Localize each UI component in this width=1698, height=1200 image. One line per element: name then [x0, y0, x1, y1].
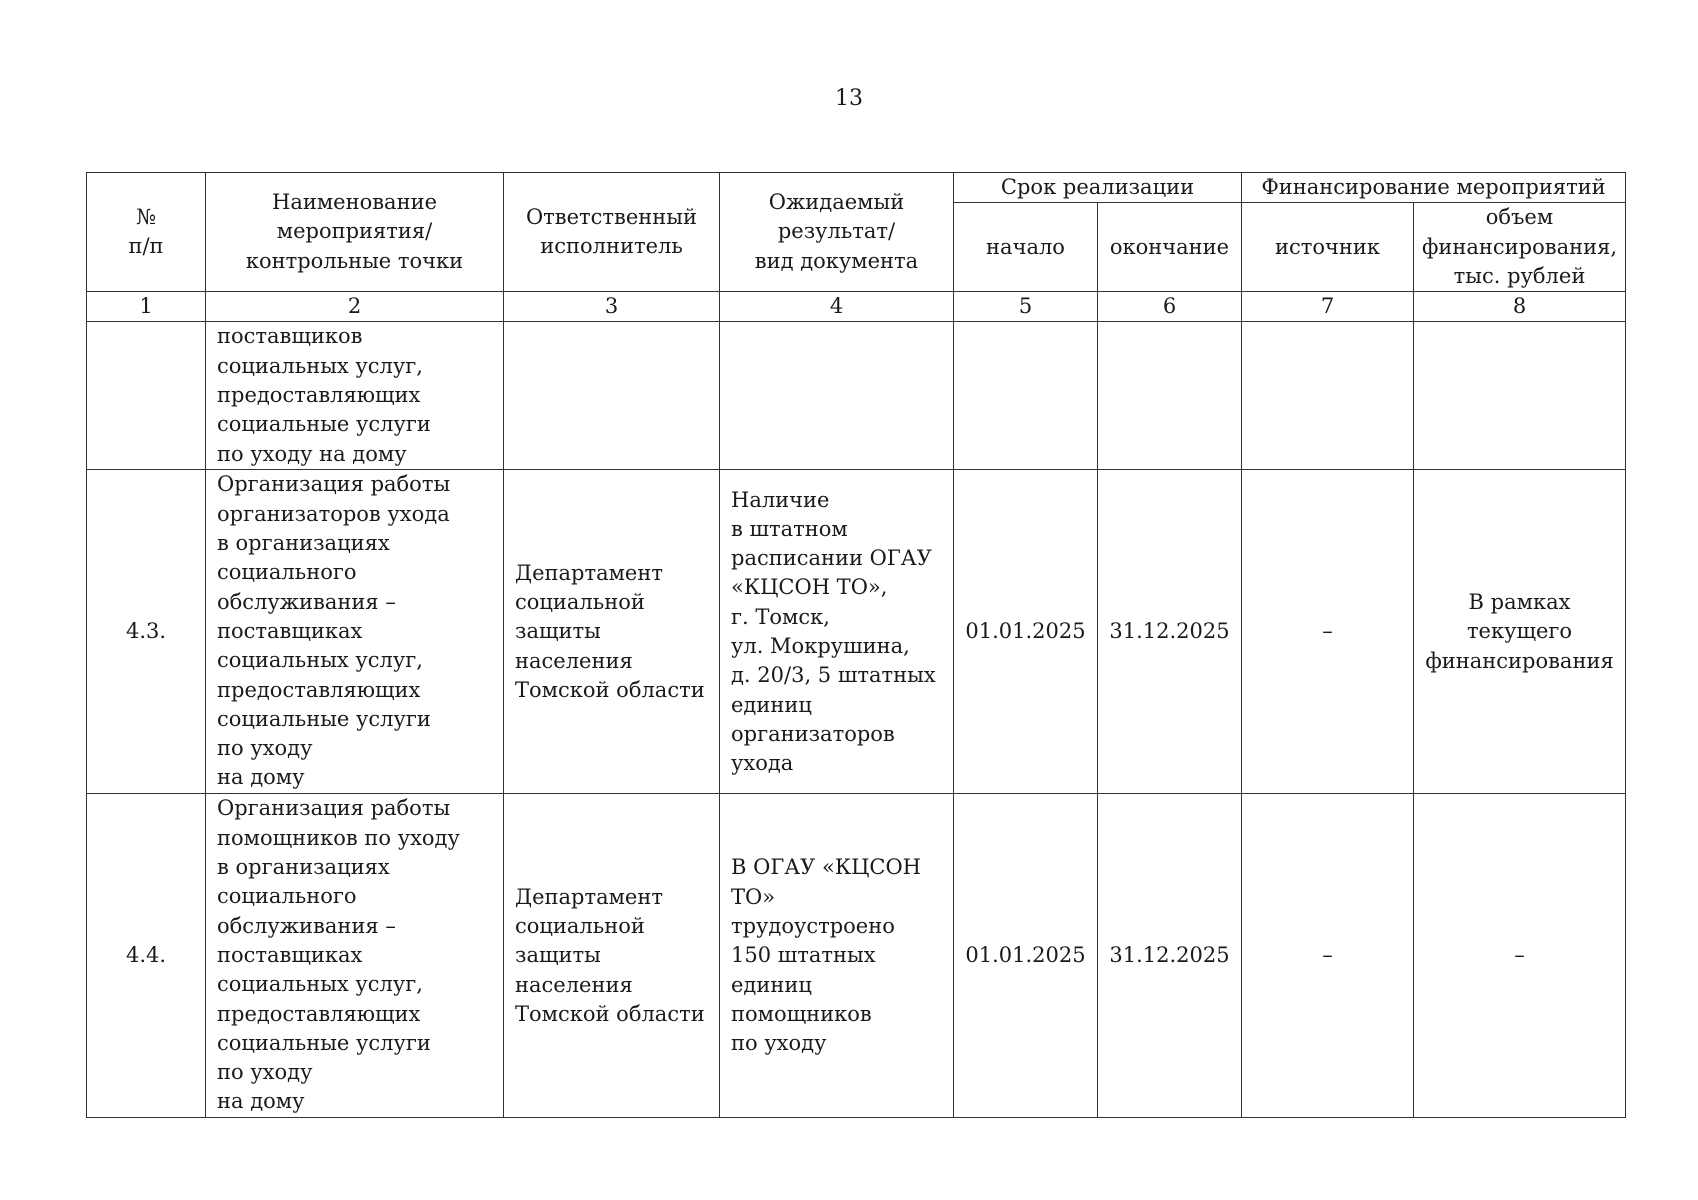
header-source: источник: [1242, 203, 1414, 292]
row-source: –: [1242, 794, 1414, 1118]
plan-table: [86, 172, 1626, 1118]
header-volume: объем финансирования, тыс. рублей: [1414, 203, 1626, 292]
row-num: 4.3.: [87, 470, 206, 794]
row-source: [1242, 322, 1414, 470]
header-period-group: Срок реализации: [954, 173, 1242, 203]
page-number: 13: [835, 86, 863, 111]
row-start: [954, 322, 1098, 470]
table-row: [87, 794, 1626, 1118]
header-name: Наименование мероприятия/ контрольные точки: [206, 173, 504, 292]
header-result: Ожидаемый результат/ вид документа: [720, 173, 954, 292]
row-num: 4.4.: [87, 794, 206, 1118]
row-volume: –: [1414, 794, 1626, 1118]
row-executor: Департамент социальной защиты населения Томской области: [504, 470, 720, 794]
row-end: 31.12.2025: [1098, 794, 1242, 1118]
column-number: 7: [1242, 292, 1414, 322]
column-number: 6: [1098, 292, 1242, 322]
row-executor: [504, 322, 720, 470]
row-name: поставщиков социальных услуг, предоставляющих социальные услуги по уходу на дому: [206, 322, 504, 470]
table-row: [87, 322, 1626, 470]
row-result: [720, 322, 954, 470]
row-start: 01.01.2025: [954, 470, 1098, 794]
header-num: № п/п: [87, 173, 206, 292]
table-row: [87, 470, 1626, 794]
column-number: 1: [87, 292, 206, 322]
column-number: 8: [1414, 292, 1626, 322]
row-name: Организация работы помощников по уходу в организациях социального обслуживания – поставщиках социальных услуг, предоставляющих социальные услуги по уходу на дому: [206, 794, 504, 1118]
row-start: 01.01.2025: [954, 794, 1098, 1118]
row-executor: Департамент социальной защиты населения Томской области: [504, 794, 720, 1118]
column-number: 2: [206, 292, 504, 322]
row-volume: В рамках текущего финансирования: [1414, 470, 1626, 794]
row-source: –: [1242, 470, 1414, 794]
row-end: [1098, 322, 1242, 470]
column-number: 4: [720, 292, 954, 322]
row-num: [87, 322, 206, 470]
column-numbers-row: [87, 292, 1626, 322]
header-start: начало: [954, 203, 1098, 292]
column-number: 5: [954, 292, 1098, 322]
header-finance-group: Финансирование мероприятий: [1242, 173, 1626, 203]
row-result: В ОГАУ «КЦСОН ТО» трудоустроено 150 штатных единиц помощников по уходу: [720, 794, 954, 1118]
row-result: Наличие в штатном расписании ОГАУ «КЦСОН ТО», г. Томск, ул. Мокрушина, д. 20/3, 5 штатных единиц организаторов ухода: [720, 470, 954, 794]
header-end: окончание: [1098, 203, 1242, 292]
row-end: 31.12.2025: [1098, 470, 1242, 794]
column-number: 3: [504, 292, 720, 322]
row-volume: [1414, 322, 1626, 470]
row-name: Организация работы организаторов ухода в организациях социального обслуживания – поставщиках социальных услуг, предоставляющих социальные услуги по уходу на дому: [206, 470, 504, 794]
header-executor: Ответственный исполнитель: [504, 173, 720, 292]
